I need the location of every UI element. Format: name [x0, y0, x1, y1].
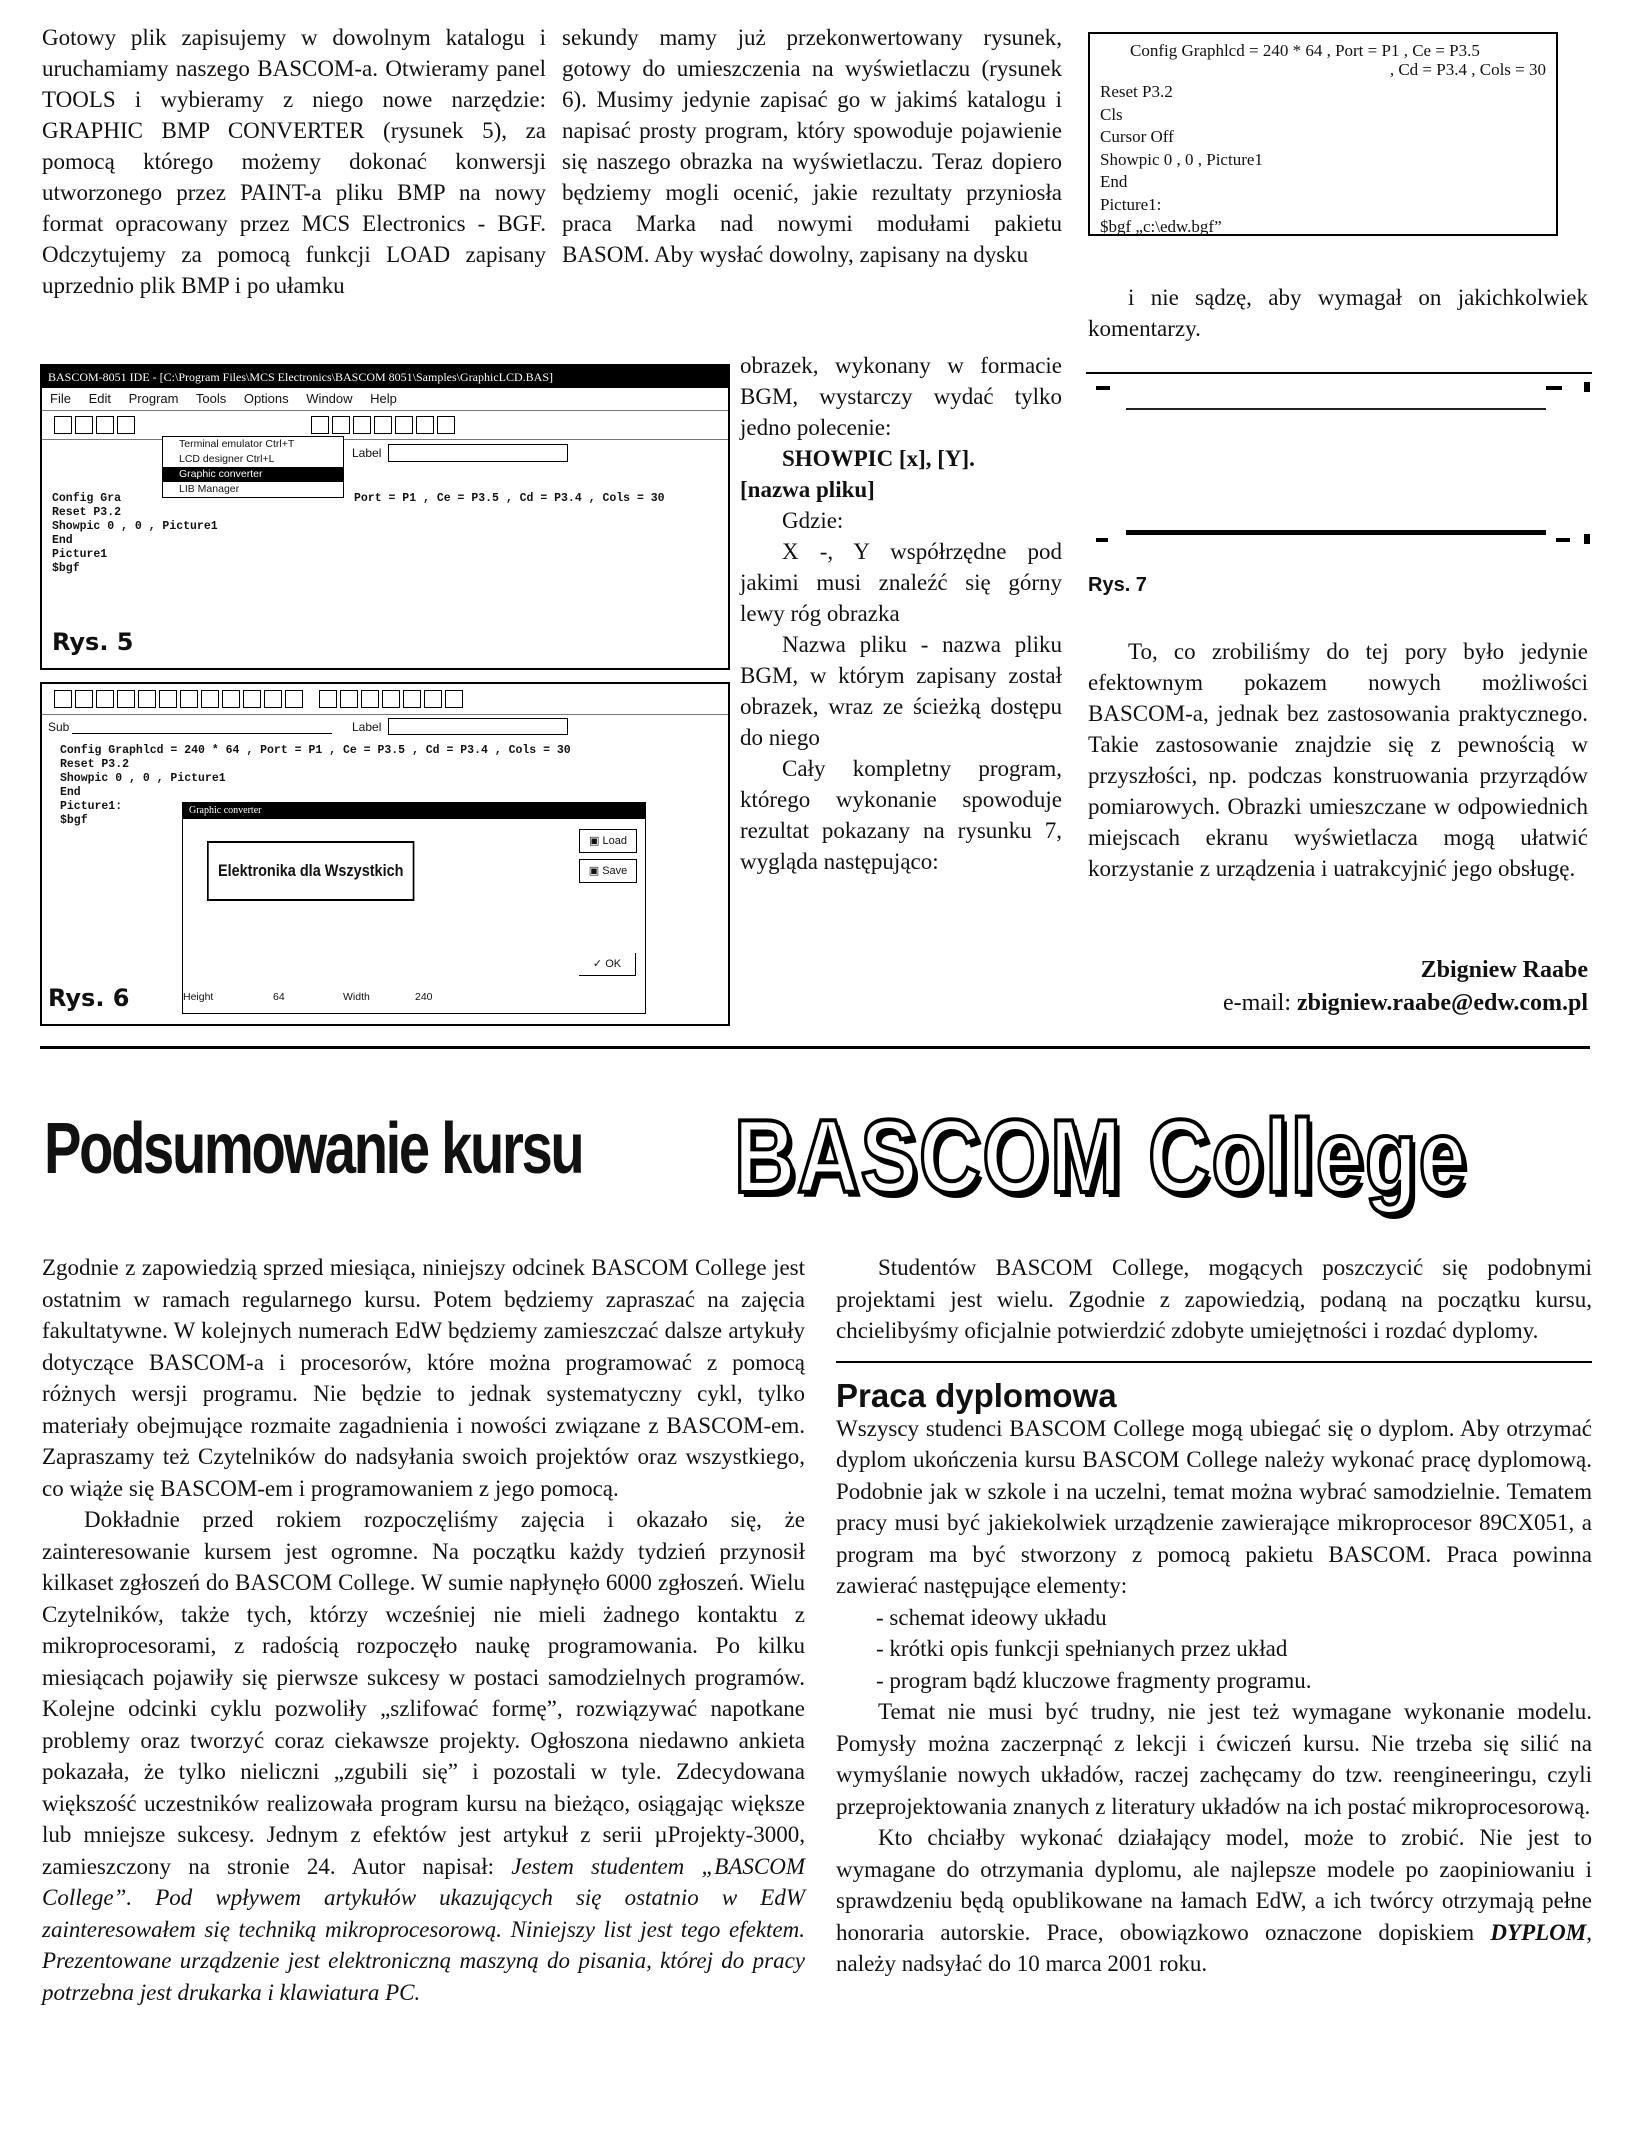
save-label: Save [602, 865, 628, 877]
code-line-3: Reset P3.2 [1100, 82, 1173, 101]
showpic-command: SHOWPIC [x], [Y]. [782, 446, 975, 471]
print-icon[interactable] [138, 690, 156, 708]
lcd-pixel-mark [1584, 382, 1590, 392]
menu-options[interactable]: Options [243, 391, 289, 406]
menu-item-lcd-designer[interactable]: LCD designer Ctrl+L [179, 453, 275, 465]
menu-window[interactable]: Window [306, 391, 353, 406]
left-paragraph-1: Zgodnie z zapowiedzią sprzed miesiąca, niniejszy odcinek BASCOM College jest ostatnim w ramach regularnego kursu. Potem będziemy zapraszać na zajęcia fakultatywne. W kolejnych numerach EdW będziemy zamieszczać dalsze artykuły dotyczące BASCOM-a i procesorów, które można programować z pomocą różnych wersji programu. Nie będzie to jednak systematyczny cykl, tylko materiały obejmujące rozmaite zagadnienia i nowości związane z BASCOM-em. Zapraszamy też Czytelników do nadsyłania swoich projektów oraz wszystkiego, co wiąże się BASCOM-em i programowaniem z jego pomocą. [42, 1255, 805, 1501]
figure-6-caption: Rys. 6 [48, 984, 130, 1012]
lcd-pixel-mark [1556, 538, 1570, 542]
author-email-line [1088, 990, 1588, 1017]
compile-icon[interactable] [319, 690, 337, 708]
width-label: Width [343, 991, 370, 1003]
help-icon[interactable] [445, 690, 463, 708]
menu-program[interactable]: Program [128, 391, 179, 406]
fig6-code: Config Graphlcd = 240 * 64 , Port = P1 , Ce = P3.5 , Cd = P3.4 , Cols = 30 Reset P3.2 Showpic 0 , 0 , Picture1 End Picture1: $bgf [60, 744, 571, 827]
menu-file[interactable]: File [50, 391, 71, 406]
gdzie-label: Gdzie: [782, 508, 844, 533]
figure-6-screenshot [40, 682, 730, 1026]
right-paragraph-4 [836, 1822, 1592, 1980]
redo-icon[interactable] [264, 690, 282, 708]
right-paragraph-3: Temat nie musi być trudny, nie jest też wymagane wykonanie modelu. Pomysły można zaczerpnąć z lekcji i ćwiczeń kursu. Nie trzeba się silić na wymyślanie nowych układów, raczej zachęcamy do tzw. reengineeringu, czyli przeprojektowania znanych z literatury układów na ich postać mikroprocesorową. [836, 1699, 1592, 1819]
left-paragraph-2 [42, 1504, 805, 2008]
load-label: Load [602, 835, 627, 847]
fig5-code-tail: Port = P1 , Ce = P3.5 , Cd = P3.4 , Cols = 30 [354, 492, 665, 505]
graphic-converter-dialog [182, 802, 646, 1014]
ok-label: OK [605, 958, 622, 970]
copy-icon[interactable] [201, 690, 219, 708]
toolbar [42, 411, 728, 440]
window-titlebar: BASCOM-8051 IDE - [C:\Program Files\MCS Electronics\BASCOM 8051\Samples\GraphicLCD.BAS] [42, 366, 728, 388]
label-field-caption: Label [352, 720, 382, 734]
code-line-7: End [1100, 172, 1128, 191]
section-divider [40, 1046, 1590, 1049]
ok-button[interactable] [579, 953, 636, 976]
height-value: 64 [273, 991, 285, 1003]
filename-description: Nazwa pliku - nazwa pliku BGM, w którym zapisany został obrazek, wraz ze ścieżką dostępu do niego [740, 632, 1062, 750]
program-intro: Cały kompletny program, którego wykonanie spowoduje rezultat pokazany na rysunku 7, wygląda następująco: [740, 756, 1062, 874]
width-value: 240 [415, 991, 433, 1003]
lcd-line [1126, 408, 1546, 410]
sub-dropdown[interactable] [72, 718, 332, 734]
paste-icon[interactable] [222, 690, 240, 708]
lcd-pixel-mark [1096, 386, 1110, 390]
undo-icon[interactable] [243, 690, 261, 708]
showpic-filename: [nazwa pliku] [740, 477, 875, 502]
menu-item-graphic-converter[interactable]: Graphic converter [163, 467, 343, 482]
fig5-code: Config Gra Reset P3.2 Showpic 0 , 0 , Picture1 End Picture1 $bgf [52, 492, 218, 575]
list-item: - program bądź kluczowe fragmenty programu. [876, 1667, 1312, 1693]
label-dropdown[interactable] [388, 718, 568, 735]
label-dropdown[interactable] [388, 444, 568, 462]
article-left-column [42, 1252, 805, 2008]
right-paragraph-2: Wszyscy studenci BASCOM College mogą ubiegać się o dyplom. Aby otrzymać dyplom ukończenia kursu BASCOM College należy wykonać pracę dyplomową. Podobnie jak w szkole i na uczelni, temat można wybrać samodzielnie. Tematem pracy musi być jakiekolwiek urządzenie zawierające mikroprocesor 89CX051, a program ma być stworzony z pomocą pakietu BASCOM. Praca powinna zawierać następujące elementy: [836, 1415, 1592, 1598]
menu-tools[interactable]: Tools [195, 391, 227, 406]
top-col2-continued [740, 350, 1062, 877]
label-field-caption: Label [352, 446, 382, 460]
tools-dropdown-menu [162, 436, 344, 498]
help-icon[interactable] [437, 416, 455, 434]
code-line-8: Picture1: [1100, 194, 1162, 214]
program-chip-icon[interactable] [361, 690, 379, 708]
save-all-icon[interactable] [117, 690, 135, 708]
run-icon[interactable] [403, 690, 421, 708]
right-paragraph-1: Studentów BASCOM College, mogących poszczycić się podobnymi projektami jest wielu. Zgodnie z zapowiedzią, podaną na początku kursu, chcielibyśmy oficjalnie potwierdzić zdobyte umiejętności i rozdać dyplomy. [836, 1255, 1592, 1343]
code-line-5: Cursor Off [1100, 127, 1174, 146]
showpic-intro: obrazek, wykonany w formacie BGM, wystarczy wydać tylko jedno polecenie: [740, 353, 1062, 440]
program-chip-icon[interactable] [353, 416, 371, 434]
col3-intro: i nie sądzę, aby wymagał on jakichkolwiek komentarzy. [1088, 285, 1588, 341]
right-divider [836, 1361, 1592, 1363]
requirements-list [836, 1602, 1592, 1697]
lcd-top-border [1086, 372, 1592, 374]
menu-help[interactable]: Help [370, 391, 397, 406]
code-line-1: Config Graphlcd = 240 * 64 , Port = P1 , Ce = P3.5 [1130, 41, 1480, 60]
author-name: Zbigniew Raabe [1420, 957, 1588, 983]
sub-field-caption: Sub [48, 720, 70, 734]
figure-7-lcd-image [1086, 370, 1592, 558]
figure-5-screenshot [40, 364, 730, 670]
right-paragraph-4-text: Kto chciałby wykonać działający model, może to zrobić. Nie jest to wymagane do otrzymania dyplomu, ale najlepsze modele po zaopiniowaniu i sprawdzeniu będą opublikowane na łamach EdW, a ich twórcy otrzymają pełne honoraria autorskie. Prace, obowiązkowo oznaczone dopiskiem [836, 1825, 1592, 1945]
stop-icon[interactable] [416, 416, 434, 434]
list-item: - krótki opis funkcji spełnianych przez układ [876, 1636, 1288, 1661]
simulate-icon[interactable] [382, 690, 400, 708]
top-col1-text: Gotowy plik zapisujemy w dowolnym katalogu i uruchamiamy naszego BASCOM-a. Otwieramy panel TOOLS i wybieramy z niego nowe narzędzie: GRAPHIC BMP CONVERTER (rysunek 5), za pomocą którego możemy dokonać konwersji utworzonego przez PAINT-a pliku BMP na nowy format opracowany przez MCS Electronics - BGF. Odczytujemy za pomocą funkcji LOAD zapisany uprzednio plik BMP i po ułamku [42, 25, 546, 298]
height-label: Height [183, 991, 214, 1003]
col3-conclusion: To, co zrobiliśmy do tej pory było jedynie efektownym pokazem nowych możliwości BASCOM-a, jednak bez zastosowania praktycznego. Takie zastosowanie znajdzie się z pewnością w przyszłości, np. podczas konstruowania przyrządów pomiarowych. Obrazki umieszczane w odpowiednich miejscach ekranu wyświetlacza mogą ułatwić korzystanie z urządzenia i uatrakcyjnić jego obsługę. [1088, 639, 1588, 881]
cut-icon[interactable] [180, 690, 198, 708]
xy-description: X -, Y współrzędne pod jakimi musi znaleźć się górny lewy róg obrazka [740, 539, 1062, 626]
open-file-icon[interactable] [75, 416, 93, 434]
article-title: Podsumowanie kursu [44, 1109, 583, 1189]
check-icon[interactable] [332, 416, 350, 434]
article-right-column [836, 1252, 1592, 1980]
print-icon[interactable] [117, 416, 135, 434]
check-icon[interactable] [340, 690, 358, 708]
menubar [42, 388, 728, 411]
code-line-9: $bgf „c:\edw.bgf” [1100, 217, 1222, 236]
save-button[interactable]: ▣ Save [579, 859, 637, 883]
ok-check-icon: ✓ [592, 958, 603, 970]
author-email[interactable]: zbigniew.raabe@edw.com.pl [1297, 990, 1588, 1016]
article-title-logo: BASCOM College [734, 1099, 1468, 1215]
save-file-icon[interactable] [96, 690, 114, 708]
lcd-pixel-mark [1096, 538, 1108, 542]
load-button[interactable]: ▣ Load [579, 829, 637, 853]
stop-icon[interactable] [424, 690, 442, 708]
dialog-titlebar: Graphic converter [183, 803, 645, 819]
lcd-pixel-mark [1546, 386, 1562, 390]
right-paragraph-4-end: , należy nadsyłać do 10 marca 2001 roku. [836, 1919, 1592, 1976]
email-label: e-mail: [1223, 990, 1297, 1016]
code-line-6: Showpic 0 , 0 , Picture1 [1100, 149, 1263, 169]
new-file-icon[interactable] [54, 416, 72, 434]
run-icon[interactable] [395, 416, 413, 434]
dyplom-tag: DYPLOM [1490, 1919, 1587, 1945]
code-line-2: , Cd = P3.4 , Cols = 30 [1389, 59, 1546, 79]
menu-item-terminal[interactable]: Terminal emulator Ctrl+T [179, 438, 295, 450]
open-file-icon[interactable] [75, 690, 93, 708]
preview-icon[interactable] [159, 690, 177, 708]
lcd-pixel-mark [1584, 534, 1590, 544]
save-file-icon[interactable] [96, 416, 114, 434]
config-code-box [1088, 32, 1558, 236]
code-line-4: Cls [1100, 104, 1123, 124]
top-col2-text: sekundy mamy już przekonwertowany rysunek, gotowy do umieszczenia na wyświetlaczu (rysunek 6). Musimy jedynie zapisać go w jakimś katalogu i napisać prosty program, który spowoduje pojawienie się naszego obrazka na wyświetlaczu. Teraz dopiero będziemy mogli ocenić, jakie rezultaty przyniosła praca Marka nad nowymi modułami pakietu BASOM. Aby wysłać dowolny, zapisany na dysku [562, 25, 1062, 267]
bitmap-preview: Elektronika dla Wszystkich [207, 841, 414, 901]
left-quote: Jestem studentem „BASCOM College”. Pod wpływem artykułów ukazujących się ostatnio w EdW zainteresowałem się techniką mikroprocesorową. Niniejszy list jest tego efektem. Prezentowane urządzenie jest elektroniczną maszyną do pisania, której do pracy potrzebna jest drukarka i klawiatura PC. [42, 1853, 806, 2005]
menu-edit[interactable]: Edit [88, 391, 111, 406]
menu-item-lib-manager[interactable]: LIB Manager [179, 483, 240, 495]
find-icon[interactable] [285, 690, 303, 708]
compile-icon[interactable] [311, 416, 329, 434]
list-item: - schemat ideowy układu [876, 1604, 1107, 1630]
simulate-icon[interactable] [374, 416, 392, 434]
figure-7-caption: Rys. 7 [1088, 574, 1147, 596]
lcd-line [1126, 530, 1546, 535]
figure-5-caption: Rys. 5 [52, 628, 134, 656]
left-paragraph-2-text: Dokładnie przed rokiem rozpoczęliśmy zajęcia i okazało się, że zainteresowanie kursem jest ogromne. Na początku każdy tydzień przynosił kilkaset zgłoszeń do BASCOM College. W sumie napłynęło 6000 zgłoszeń. Wielu Czytelników, także tych, którzy wcześniej nie mieli żadnego kontaktu z mikroprocesorami, z radością rozpoczęło naukę programowania. Po kilku miesiącach pojawiły się pierwsze sukcesy w postaci samodzielnych programów. Kolejne odcinki cyklu pozwoliły „szlifować formę”, rozwiązywać napotkane problemy oraz tworzyć coraz ciekawsze projekty. Ogłoszona niedawno ankieta pokazała, że tylko nieliczni „zgubili się” i pozostali w tyle. Zdecydowana większość uczestników realizowała program kursu na bieżąco, osiągając większe lub mniejsze sukcesy. Jednym z efektów jest artykuł z serii µProjekty-3000, zamieszczony na stronie 24. Autor napisał: [42, 1507, 805, 1879]
new-file-icon[interactable] [54, 690, 72, 708]
toolbar [42, 684, 728, 715]
praca-dyplomowa-heading: Praca dyplomowa [836, 1376, 1117, 1414]
